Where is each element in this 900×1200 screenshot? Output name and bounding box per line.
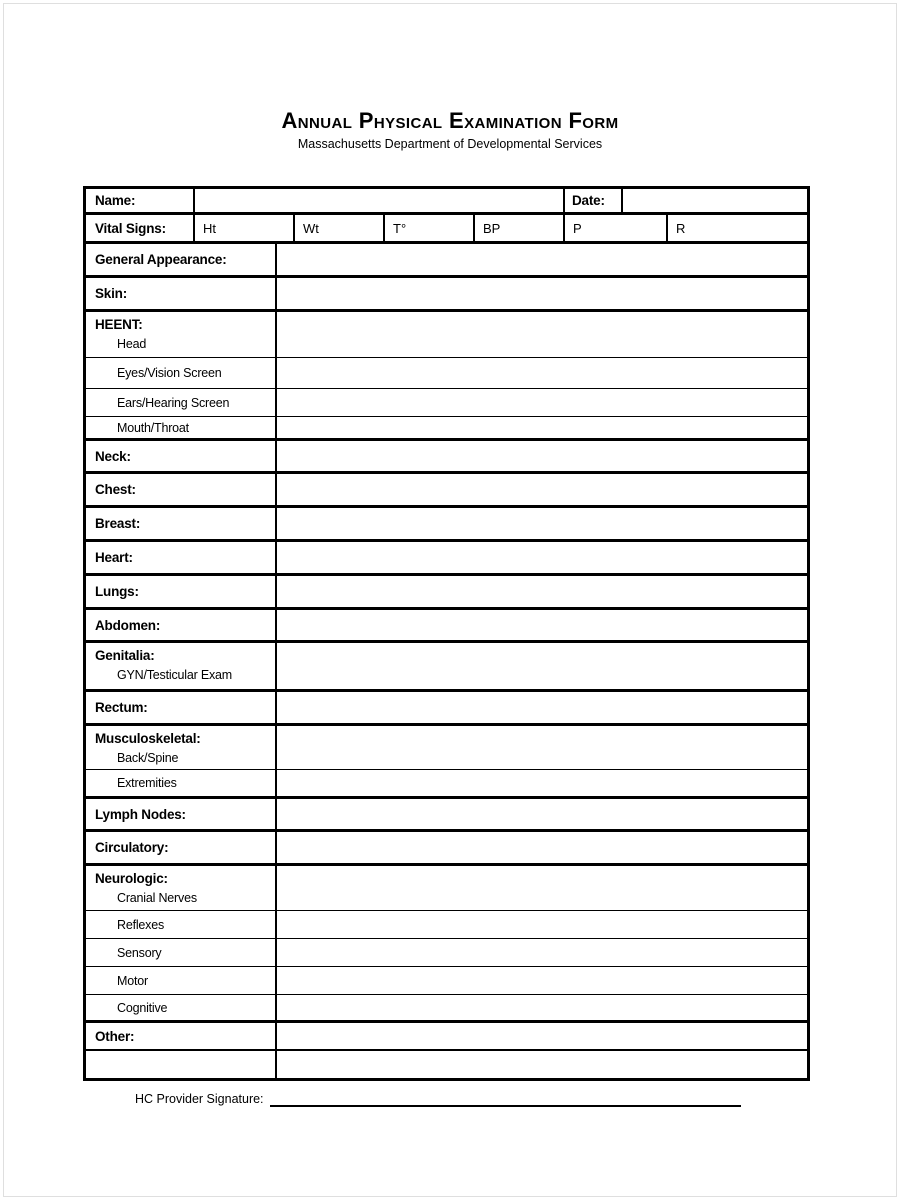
row-label-rectum (86, 692, 277, 723)
vital-temp-field[interactable]: T° (385, 215, 475, 241)
name-field[interactable] (195, 189, 565, 212)
row-circulatory (86, 832, 807, 866)
row-abdomen (86, 610, 807, 643)
row-label-general-appearance (86, 244, 277, 275)
row-blank (86, 1051, 807, 1078)
row-lymph-nodes (86, 799, 807, 832)
field-circulatory[interactable] (277, 832, 807, 863)
row-skin (86, 278, 807, 312)
row-cognitive (86, 995, 807, 1023)
row-rectum (86, 692, 807, 726)
page-subtitle: Massachusetts Department of Developmental Services (297, 137, 603, 151)
sub-label-back-spine: Back/Spine (117, 751, 179, 765)
field-heart[interactable] (277, 542, 807, 573)
row-label-chest (86, 474, 277, 505)
section-label-heart: Heart: (95, 550, 133, 565)
row-label-heent (86, 312, 277, 357)
field-general-appearance[interactable] (277, 244, 807, 275)
section-label-neck: Neck: (95, 448, 131, 464)
field-motor[interactable] (277, 967, 807, 994)
section-label-breast: Breast: (95, 516, 141, 531)
section-label-lymph-nodes: Lymph Nodes: (95, 806, 186, 822)
row-label-sensory: Sensory (86, 939, 277, 966)
row-breast (86, 508, 807, 542)
row-label-reflexes: Reflexes (86, 911, 277, 938)
row-name-date (86, 189, 807, 215)
section-label-neurologic: Neurologic: (95, 871, 168, 886)
section-label-heent: HEENT: (95, 317, 143, 332)
field-sensory[interactable] (277, 939, 807, 966)
row-extremities (86, 770, 807, 799)
section-label-abdomen: Abdomen: (95, 617, 161, 633)
field-lungs[interactable] (277, 576, 807, 607)
row-mouth-throat (86, 417, 807, 441)
field-rectum[interactable] (277, 692, 807, 723)
page-title: Annual Physical Examination Form (281, 108, 619, 133)
row-label-abdomen (86, 610, 277, 640)
field-abdomen[interactable] (277, 610, 807, 640)
row-label-motor: Motor (86, 967, 277, 994)
row-label-blank (86, 1051, 277, 1078)
field-chest[interactable] (277, 474, 807, 505)
row-reflexes (86, 911, 807, 939)
sub-label-gyn-testicular-exam: GYN/Testicular Exam (117, 668, 232, 682)
field-reflexes[interactable] (277, 911, 807, 938)
row-label-musculoskeletal (86, 726, 277, 769)
vital-resp-field[interactable]: R (676, 220, 686, 236)
field-mouth-throat[interactable] (277, 417, 807, 438)
row-label-neck (86, 441, 277, 471)
row-ears-hearing-screen (86, 389, 807, 417)
field-musculoskeletal-back-spine[interactable] (277, 726, 807, 769)
row-label-mouth-throat: Mouth/Throat (86, 417, 277, 438)
field-skin[interactable] (277, 278, 807, 309)
row-general-appearance (86, 244, 807, 278)
row-label-extremities: Extremities (86, 770, 277, 796)
field-lymph-nodes[interactable] (277, 799, 807, 829)
row-label-skin (86, 278, 277, 309)
section-label-genitalia: Genitalia: (95, 648, 155, 663)
sub-label-cranial-nerves: Cranial Nerves (117, 891, 197, 905)
row-heart (86, 542, 807, 576)
row-label-breast (86, 508, 277, 539)
section-label-skin: Skin: (95, 286, 128, 301)
row-label-lymph-nodes (86, 799, 277, 829)
vital-ht-field[interactable]: Ht (195, 215, 295, 241)
field-heent-head[interactable] (277, 312, 807, 357)
section-label-lungs: Lungs: (95, 584, 139, 599)
row-label-neurologic (86, 866, 277, 910)
signature-line[interactable] (270, 1092, 741, 1107)
section-label-chest: Chest: (95, 482, 136, 497)
field-other[interactable] (277, 1023, 807, 1049)
row-label-ears-hearing-screen: Ears/Hearing Screen (86, 389, 277, 416)
section-label-rectum: Rectum: (95, 700, 148, 715)
row-eyes-vision-screen (86, 358, 807, 389)
date-field[interactable] (623, 189, 807, 212)
vital-bp-field[interactable]: BP (475, 215, 565, 241)
section-label-general-appearance: General Appearance: (95, 252, 227, 267)
field-blank[interactable] (277, 1051, 807, 1078)
row-label-lungs (86, 576, 277, 607)
row-other (86, 1023, 807, 1051)
signature-label: HC Provider Signature: (135, 1092, 264, 1106)
field-genitalia-gyn-testicular-exam[interactable] (277, 643, 807, 689)
row-heent (86, 312, 807, 358)
name-label: Name: (86, 189, 195, 212)
field-extremities[interactable] (277, 770, 807, 796)
row-neck (86, 441, 807, 474)
row-neurologic (86, 866, 807, 911)
row-sensory (86, 939, 807, 967)
row-label-genitalia (86, 643, 277, 689)
row-genitalia (86, 643, 807, 692)
sub-label-head: Head (117, 337, 147, 351)
field-eyes-vision-screen[interactable] (277, 358, 807, 388)
row-musculoskeletal (86, 726, 807, 770)
vital-signs-label: Vital Signs: (86, 215, 195, 241)
physical-exam-table (83, 186, 810, 1081)
row-lungs (86, 576, 807, 610)
row-label-heart (86, 542, 277, 573)
vital-wt-field[interactable]: Wt (295, 215, 385, 241)
row-label-cognitive: Cognitive (86, 995, 277, 1020)
field-ears-hearing-screen[interactable] (277, 389, 807, 416)
row-chest (86, 474, 807, 508)
date-label: Date: (565, 189, 623, 212)
field-breast[interactable] (277, 508, 807, 539)
section-label-circulatory: Circulatory: (95, 840, 169, 855)
section-label-other: Other: (95, 1028, 135, 1044)
field-neurologic-cranial-nerves[interactable] (277, 866, 807, 910)
row-motor (86, 967, 807, 995)
row-vital-signs (86, 215, 807, 244)
row-label-circulatory (86, 832, 277, 863)
field-neck[interactable] (277, 441, 807, 471)
section-label-musculoskeletal: Musculoskeletal: (95, 731, 201, 746)
vital-pulse-field[interactable]: P (565, 215, 668, 241)
row-label-other (86, 1023, 277, 1049)
field-cognitive[interactable] (277, 995, 807, 1020)
row-label-eyes-vision-screen: Eyes/Vision Screen (86, 358, 277, 388)
signature-row (135, 1092, 741, 1107)
